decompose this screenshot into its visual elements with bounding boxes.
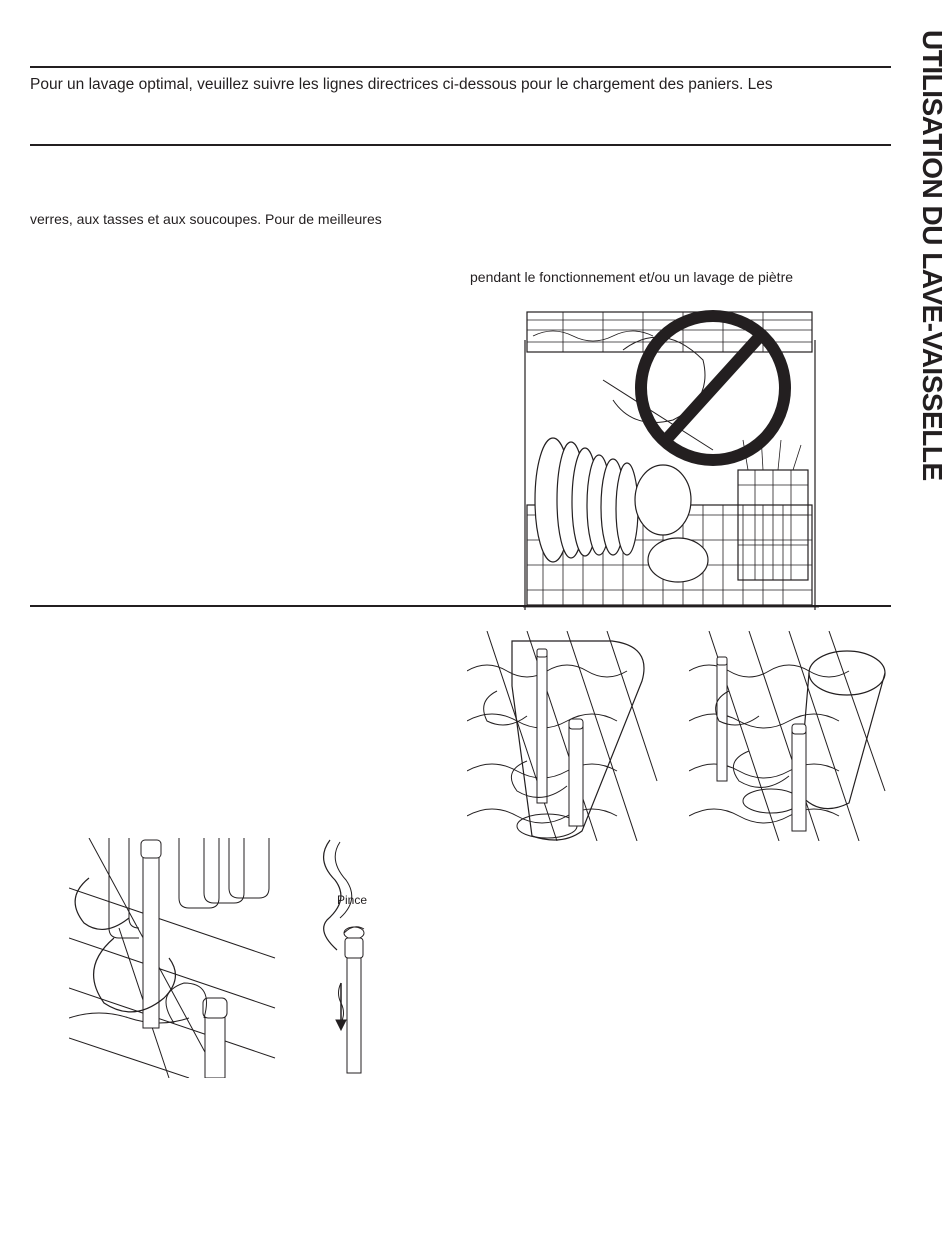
rack-tine-glass-illustration-a [467, 631, 659, 841]
section-side-title: UTILISATION DU LAVE-VAISSELLE [917, 30, 948, 481]
upper-rack-paragraph: verres, aux tasses et aux soucoupes. Pour de meilleures [30, 211, 382, 227]
section-rule-top [30, 66, 891, 68]
clip-label: Pince [337, 893, 368, 907]
intro-paragraph: Pour un lavage optimal, veuillez suivre les lignes directrices ci-dessous pour le chargement des paniers. Les [30, 76, 773, 93]
rack-tine-glass-illustration-b [689, 631, 887, 841]
clip-tine-detail-illustration [316, 838, 376, 1078]
warning-paragraph: pendant le fonctionnement et/ou un lavage de piètre [470, 269, 794, 285]
section-rule-middle [30, 144, 891, 146]
dishwasher-loading-illustration [523, 300, 819, 610]
rack-tines-closeup-illustration [69, 838, 277, 1078]
